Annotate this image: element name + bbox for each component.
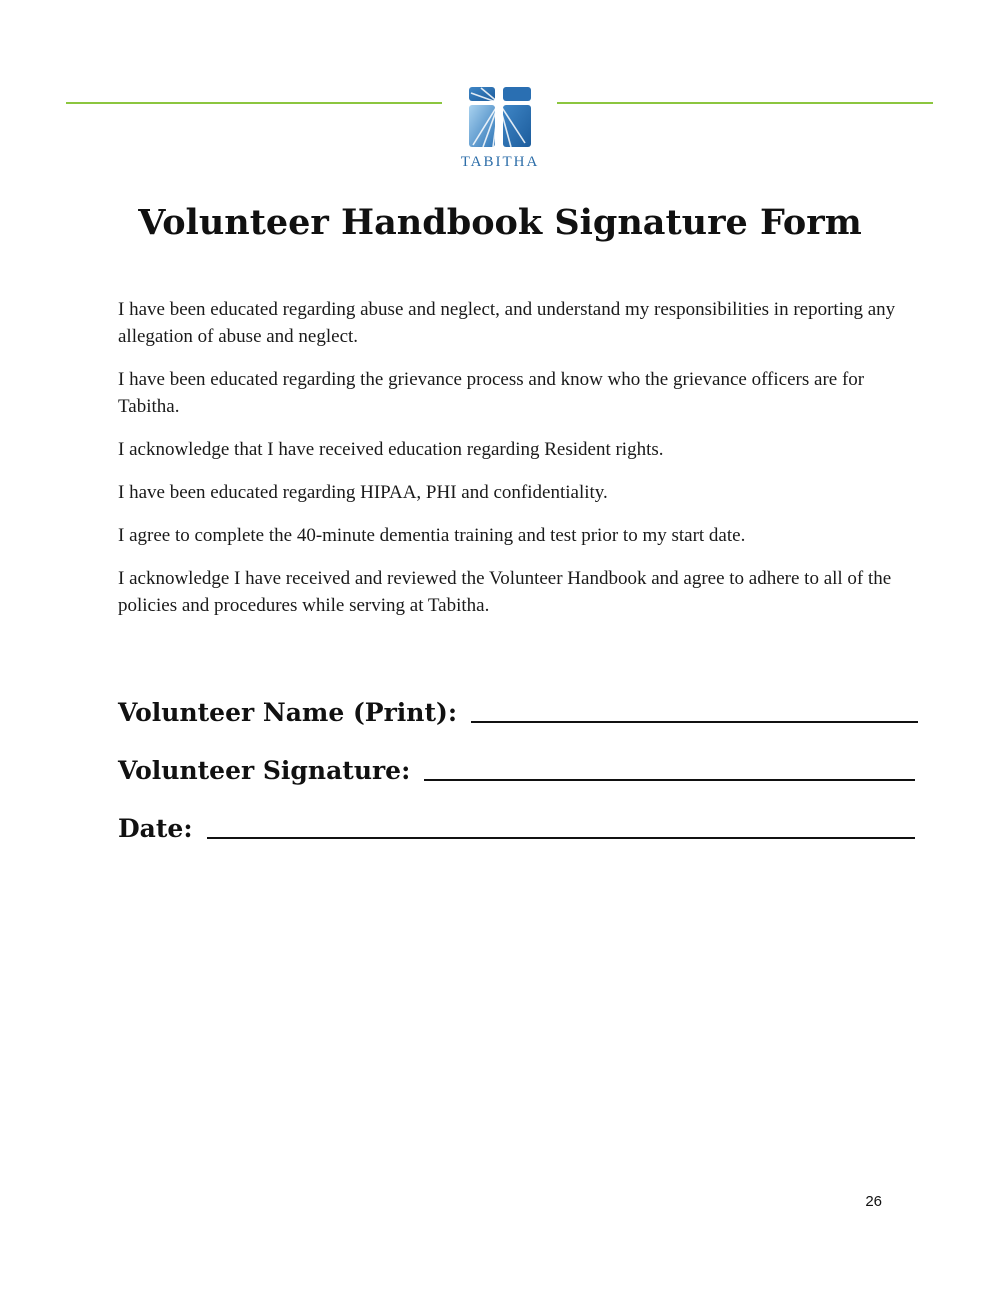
statement-hipaa: I have been educated regarding HIPAA, PHI and confidentiality. bbox=[118, 482, 608, 503]
volunteer-signature-label: Volunteer Signature: bbox=[118, 756, 411, 785]
logo-wordmark: TABITHA bbox=[460, 154, 540, 170]
statement-resident-rights: I acknowledge that I have received education regarding Resident rights. bbox=[118, 439, 664, 460]
statement-handbook: I acknowledge I have received and reviewed the Volunteer Handbook and agree to adhere to all of the policies and procedures while serving at Tabitha. bbox=[118, 568, 892, 616]
date-label: Date: bbox=[118, 814, 193, 843]
tabitha-cross-logo-icon bbox=[467, 85, 533, 149]
date-field bbox=[118, 814, 915, 843]
statement-grievance: I have been educated regarding the grievance process and know who the grievance officers are for Tabitha. bbox=[118, 369, 865, 417]
page-number: 26 bbox=[865, 1193, 882, 1210]
volunteer-name-field bbox=[118, 698, 918, 727]
acknowledgement-statements bbox=[118, 296, 908, 635]
header-rule-left bbox=[66, 102, 442, 104]
volunteer-signature-line[interactable] bbox=[424, 779, 915, 781]
statement-abuse-neglect: I have been educated regarding abuse and neglect, and understand my responsibilities in reporting any allegation of abuse and neglect. bbox=[118, 299, 896, 347]
volunteer-name-line[interactable] bbox=[471, 721, 918, 723]
statement-dementia-training: I agree to complete the 40-minute dementia training and test prior to my start date. bbox=[118, 525, 746, 546]
volunteer-signature-field bbox=[118, 756, 915, 785]
date-line[interactable] bbox=[207, 837, 915, 839]
header-rule-right bbox=[557, 102, 933, 104]
volunteer-name-label: Volunteer Name (Print): bbox=[118, 698, 458, 727]
page-title: Volunteer Handbook Signature Form bbox=[138, 202, 862, 243]
